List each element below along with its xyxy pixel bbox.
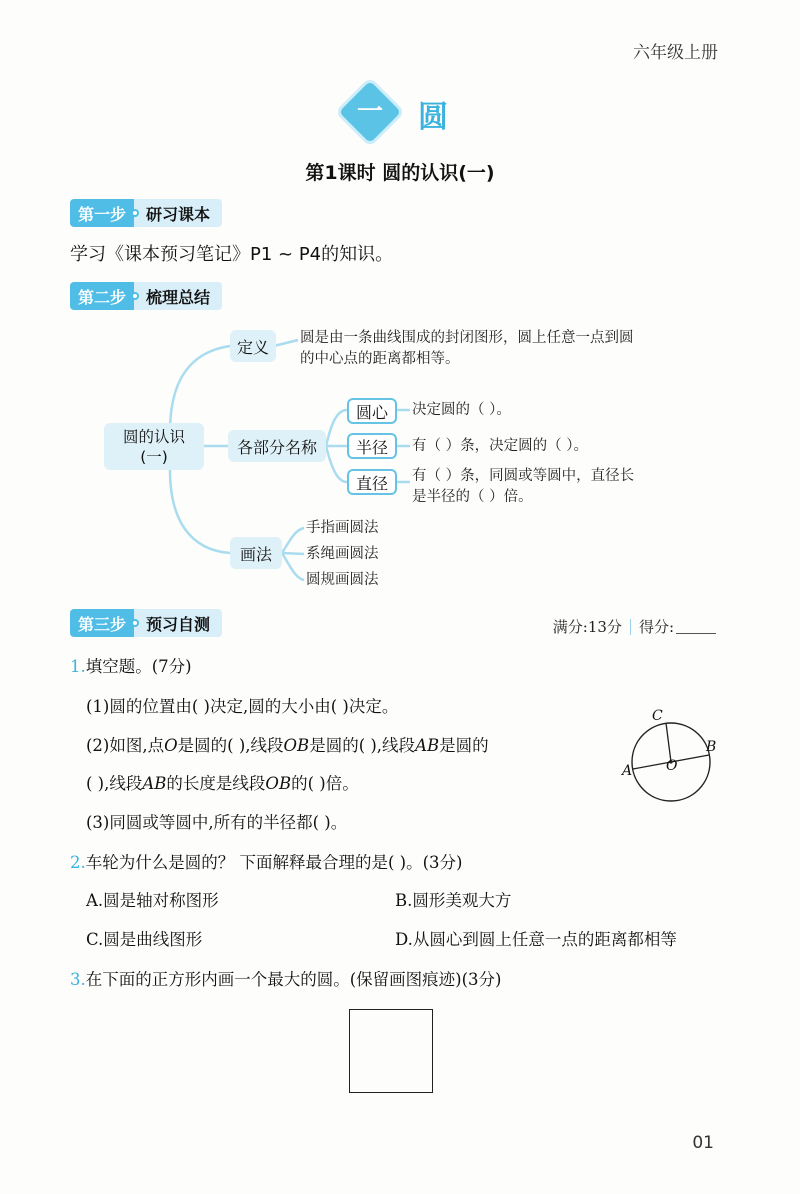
step-1-name: 研习课本: [134, 199, 222, 227]
definition-line-2: 的中心点的距离都相等。: [300, 351, 460, 367]
mindmap-diameter-box: 直径: [347, 469, 397, 495]
score-blank[interactable]: [676, 619, 716, 634]
circle-figure: [620, 705, 730, 805]
q2-option-a[interactable]: A.圆是轴对称图形: [86, 891, 219, 910]
diameter-line-1: 有（ ）条，同圆或等圆中，直径长: [412, 468, 635, 484]
q3-number: 3.: [70, 970, 86, 989]
connector-methods: [170, 470, 230, 553]
q1-stem: [70, 656, 192, 678]
diameter-line-2: 是半径的（ ）倍。: [412, 489, 533, 505]
unit-badge: [344, 86, 396, 138]
unit-number: 一: [356, 97, 383, 127]
drawing-square[interactable]: [349, 1009, 433, 1093]
q2-text: 车轮为什么是圆的？ 下面解释最合理的是( )。(3分): [85, 853, 463, 872]
mindmap-methods-node: 画法: [230, 537, 282, 569]
step-2-tag: 第二步: [70, 282, 134, 310]
connector-method-1: [282, 528, 304, 553]
mindmap-radius-box: 半径: [347, 433, 397, 459]
q1-number: 1.: [70, 657, 86, 676]
step-3-banner: [70, 609, 222, 637]
mindmap-definition-text: [300, 328, 634, 370]
step-2-banner: [70, 282, 222, 310]
q1-segment-ob: OB: [283, 736, 310, 755]
mindmap-center-node: [104, 423, 204, 470]
step-1-tag: 第一步: [70, 199, 134, 227]
q3-text: 在下面的正方形内画一个最大的圆。(保留画图痕迹)(3分): [85, 970, 502, 989]
figure-label-b: B: [706, 739, 717, 755]
connector-definition-text: [274, 340, 298, 346]
q1-sub2-line2: [86, 773, 359, 795]
q1-s3-part-c: 的长度是线段: [166, 774, 266, 793]
connector-diameter-box: [326, 446, 347, 482]
q1-segment-ob-2: OB: [265, 774, 292, 793]
mindmap-parts-node: 各部分名称: [228, 430, 326, 462]
q2-option-d[interactable]: D.从圆心到圆上任意一点的距离都相等: [395, 930, 677, 949]
q1-segment-ab-2: AB: [142, 774, 167, 793]
q1-text: 填空题。(7分): [85, 657, 192, 676]
step-3-name: 预习自测: [134, 609, 222, 637]
page-number: 01: [692, 1133, 714, 1153]
grade-label: 六年级上册: [633, 43, 718, 63]
full-score: 满分:13分: [552, 618, 622, 636]
mindmap-center-box: 圆心: [347, 398, 397, 424]
study-instruction: 学习《课本预习笔记》P1 ~ P4的知识。: [70, 244, 394, 265]
mindmap-method-1: 手指画圆法: [306, 520, 379, 536]
figure-label-o: O: [666, 758, 678, 774]
q1-s2-part-a: (2)如图,点: [86, 736, 165, 755]
unit-title: 圆: [418, 100, 448, 135]
mindmap-center-line2: (一): [140, 447, 168, 466]
q1-s2-part-e: 是圆的( ),线段: [309, 736, 416, 755]
figure-label-c: C: [652, 708, 663, 724]
q1-s3-part-e: 的( )倍。: [291, 774, 359, 793]
step-3-tag: 第三步: [70, 609, 134, 637]
score-divider: [630, 619, 631, 635]
q1-s2-part-c: 是圆的( ),线段: [177, 736, 284, 755]
mindmap-method-3: 圆规画圆法: [306, 572, 379, 588]
got-score-label: 得分:: [638, 618, 674, 636]
mindmap-definition-node: 定义: [230, 330, 276, 362]
connector-definition: [170, 346, 230, 432]
step-1-banner: [70, 199, 222, 227]
q1-s2-part-g: 是圆的: [439, 736, 489, 755]
q1-sub3: (3)同圆或等圆中,所有的半径都( )。: [86, 813, 348, 832]
definition-line-1: 圆是由一条曲线围成的封闭图形，圆上任意一点到圆: [300, 330, 634, 346]
score-box: [553, 616, 716, 637]
connector-method-2: [282, 553, 304, 554]
figure-label-a: A: [622, 763, 633, 779]
q2-option-c[interactable]: C.圆是曲线图形: [86, 930, 203, 949]
connector-center-box: [326, 410, 347, 446]
q1-sub2-line1: [86, 735, 489, 757]
q1-sub1: (1)圆的位置由( )决定,圆的大小由( )决定。: [86, 697, 399, 716]
mindmap-radius-text: 有（ ）条，决定圆的（ ）。: [412, 438, 588, 454]
step-2-name: 梳理总结: [134, 282, 222, 310]
q1-segment-ab: AB: [415, 736, 440, 755]
q1-s3-part-a: ( ),线段: [86, 774, 143, 793]
connector-method-3: [282, 553, 304, 580]
mindmap-center-line1: 圆的认识: [122, 427, 185, 446]
figure-radius-oc: [666, 723, 671, 762]
lesson-title: 第1课时 圆的认识(一): [305, 162, 495, 184]
q1-point-o: O: [164, 736, 178, 755]
mindmap-method-2: 系绳画圆法: [306, 546, 379, 562]
mindmap-diameter-text: [412, 466, 634, 508]
q3-stem: [70, 969, 502, 991]
q2-option-b[interactable]: B.圆形美观大方: [395, 891, 512, 910]
q2-stem: [70, 852, 463, 874]
q2-number: 2.: [70, 853, 86, 872]
mindmap-center-text: 决定圆的（ ）。: [412, 402, 511, 418]
